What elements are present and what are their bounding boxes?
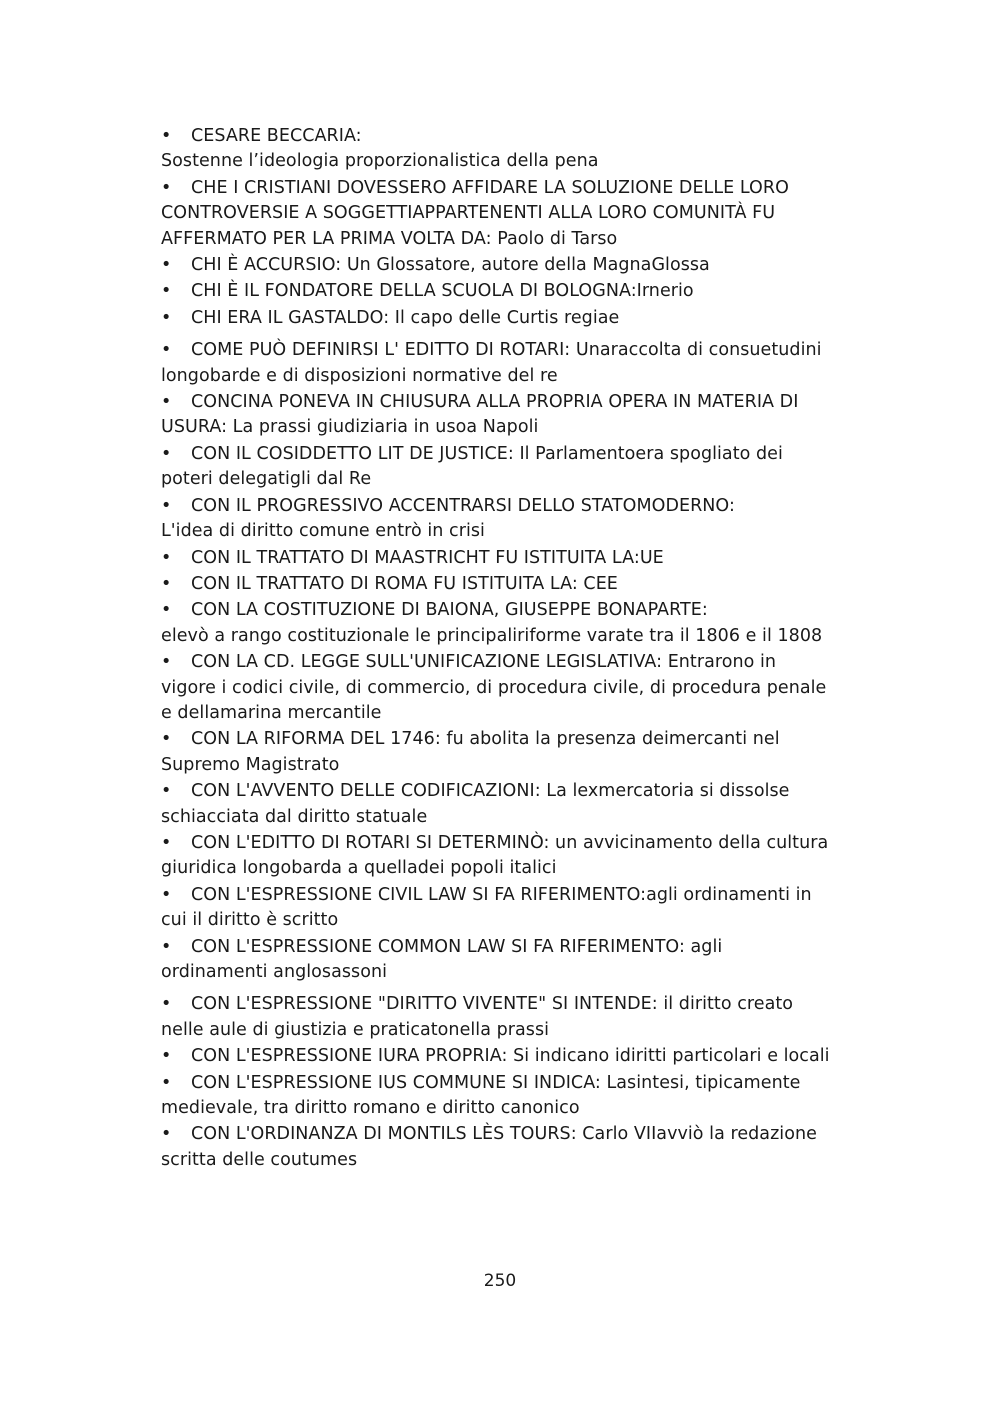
item-answer: La lexmercatoria si dissolse schiacciata dal diritto statuale [161, 781, 790, 827]
item-question: CON L'AVVENTO DELLE CODIFICAZIONI: [191, 781, 541, 802]
item-question: CON L'EDITTO DI ROTARI SI DETERMINÒ: [191, 832, 550, 853]
bullet-marker: • [161, 255, 172, 276]
item-answer: elevò a rango costituzionale le principaliriforme varate tra il 1806 e il 1808 [161, 625, 823, 646]
item-answer: Irnerio [636, 281, 694, 302]
list-item-civil-law [161, 883, 833, 934]
bullet-marker: • [161, 1072, 172, 1093]
item-question: CON L'ESPRESSIONE IUS COMMUNE SI INDICA: [191, 1072, 601, 1093]
list-item-cristiani [161, 176, 833, 252]
item-answer: Un Glossatore, autore della MagnaGlossa [346, 255, 710, 276]
bullet-marker: • [161, 495, 172, 516]
list-item-riforma-1746 [161, 727, 833, 778]
item-answer: un avvicinamento della cultura giuridica longobarda a quelladei popoli italici [161, 832, 829, 879]
item-question: CONCINA PONEVA IN CHIUSURA ALLA PROPRIA OPERA IN MATERIA DI USURA: [161, 392, 799, 438]
item-answer: UE [639, 547, 664, 568]
item-question: CON L'ESPRESSIONE IURA PROPRIA: [191, 1046, 508, 1067]
list-item-gastaldo [161, 306, 833, 331]
bullet-marker: • [161, 781, 172, 802]
item-answer: Sostenne l’ideologia proporzionalistica della pena [161, 151, 599, 172]
list-item-lit-de-justice [161, 442, 833, 493]
list-item-beccaria [161, 124, 833, 175]
bullet-marker: • [161, 832, 172, 853]
bullet-marker: • [161, 547, 172, 568]
item-answer: Unaraccolta di consuetudini longobarde e di disposizioni normative del re [161, 340, 822, 386]
item-question: CON IL TRATTATO DI MAASTRICHT FU ISTITUITA LA: [191, 547, 640, 568]
list-item-editto-rotari [161, 338, 833, 389]
list-item-stato-moderno [161, 494, 833, 545]
list-item-ius-commune [161, 1071, 833, 1122]
list-item-common-law [161, 935, 833, 986]
item-answer: Entrarono in vigore i codici civile, di commercio, di procedura civile, di procedura penale e dellamarina mercantile [161, 652, 827, 723]
bullet-marker: • [161, 177, 172, 198]
item-question: CON LA COSTITUZIONE DI BAIONA, GIUSEPPE BONAPARTE: [191, 600, 708, 621]
item-question: CON LA RIFORMA DEL 1746: [191, 729, 441, 750]
item-answer: Lasintesi, tipicamente medievale, tra diritto romano e diritto canonico [161, 1072, 801, 1119]
bullet-marker: • [161, 340, 172, 361]
bullet-marker: • [161, 1124, 172, 1145]
item-answer: Il capo delle Curtis regiae [394, 307, 620, 328]
bullet-marker: • [161, 126, 172, 146]
bullet-marker: • [161, 652, 172, 673]
bullet-marker: • [161, 573, 172, 594]
item-answer: il diritto creato nelle aule di giustizia e praticatonella prassi [161, 994, 794, 1040]
list-item-irnerio [161, 279, 833, 304]
bullet-marker: • [161, 936, 172, 957]
list-item-iura-propria [161, 1044, 833, 1069]
item-answer: Paolo di Tarso [497, 228, 618, 249]
item-answer: agli ordinamenti anglosassoni [161, 936, 723, 982]
list-item-roma [161, 572, 833, 597]
item-question: CHE I CRISTIANI DOVESSERO AFFIDARE LA SOLUZIONE DELLE LORO CONTROVERSIE A SOGGETTIAPPARTENENTI ALLA LORO COMUNITÀ FU AFFERMATO PER LA PRIMA VOLTA DA: [161, 177, 789, 249]
item-question: CON IL TRATTATO DI ROMA FU ISTITUITA LA: [191, 573, 578, 594]
list-item-baiona [161, 598, 833, 649]
item-question: CON L'ESPRESSIONE COMMON LAW SI FA RIFERIMENTO: [191, 936, 685, 957]
item-answer: Il Parlamentoera spogliato dei poteri delegatigli dal Re [161, 443, 783, 490]
item-answer: agli ordinamenti in cui il diritto è scritto [161, 884, 812, 931]
item-answer: La prassi giudiziaria in usoa Napoli [232, 417, 539, 438]
bullet-marker: • [161, 994, 172, 1015]
bullet-marker: • [161, 600, 172, 621]
list-item-rotari-determino [161, 831, 833, 882]
item-question: CHI È ACCURSIO: [191, 255, 342, 276]
item-question: CESARE BECCARIA: [191, 126, 362, 146]
item-question: CHI ERA IL GASTALDO: [191, 307, 390, 328]
item-question: CON IL PROGRESSIVO ACCENTRARSI DELLO STATOMODERNO: [191, 495, 735, 516]
item-question: COME PUÒ DEFINIRSI L' EDITTO DI ROTARI: [191, 340, 571, 361]
list-item-concina [161, 390, 833, 441]
list-item-montils [161, 1122, 833, 1173]
list-item-codificazioni [161, 779, 833, 830]
bullet-marker: • [161, 1046, 172, 1067]
item-question: CON LA CD. LEGGE SULL'UNIFICAZIONE LEGISLATIVA: [191, 652, 663, 673]
item-question: CON L'ORDINANZA DI MONTILS LÈS TOURS: [191, 1124, 577, 1145]
bullet-marker: • [161, 307, 172, 328]
item-answer: Si indicano idiritti particolari e locali [513, 1046, 830, 1067]
list-item-unificazione [161, 650, 833, 726]
bullet-marker: • [161, 281, 172, 302]
item-answer: fu abolita la presenza deimercanti nel Supremo Magistrato [161, 729, 780, 775]
item-question: CON L'ESPRESSIONE CIVIL LAW SI FA RIFERIMENTO: [191, 884, 647, 905]
item-question: CHI È IL FONDATORE DELLA SCUOLA DI BOLOGNA: [191, 281, 637, 302]
page-number: 250 [483, 1271, 517, 1291]
item-answer: CEE [583, 573, 618, 594]
list-item-diritto-vivente [161, 992, 833, 1043]
bullet-marker: • [161, 443, 172, 464]
list-item-accursio [161, 253, 833, 278]
bullet-list [161, 124, 833, 1174]
list-item-maastricht [161, 546, 833, 571]
item-question: CON IL COSIDDETTO LIT DE JUSTICE: [191, 443, 514, 464]
item-answer: Carlo VIIavviò la redazione scritta delle coutumes [161, 1124, 817, 1170]
bullet-marker: • [161, 729, 172, 750]
bullet-marker: • [161, 884, 172, 905]
bullet-marker: • [161, 392, 172, 413]
item-answer: L'idea di diritto comune entrò in crisi [161, 521, 485, 542]
item-question: CON L'ESPRESSIONE "DIRITTO VIVENTE" SI INTENDE: [191, 994, 658, 1015]
